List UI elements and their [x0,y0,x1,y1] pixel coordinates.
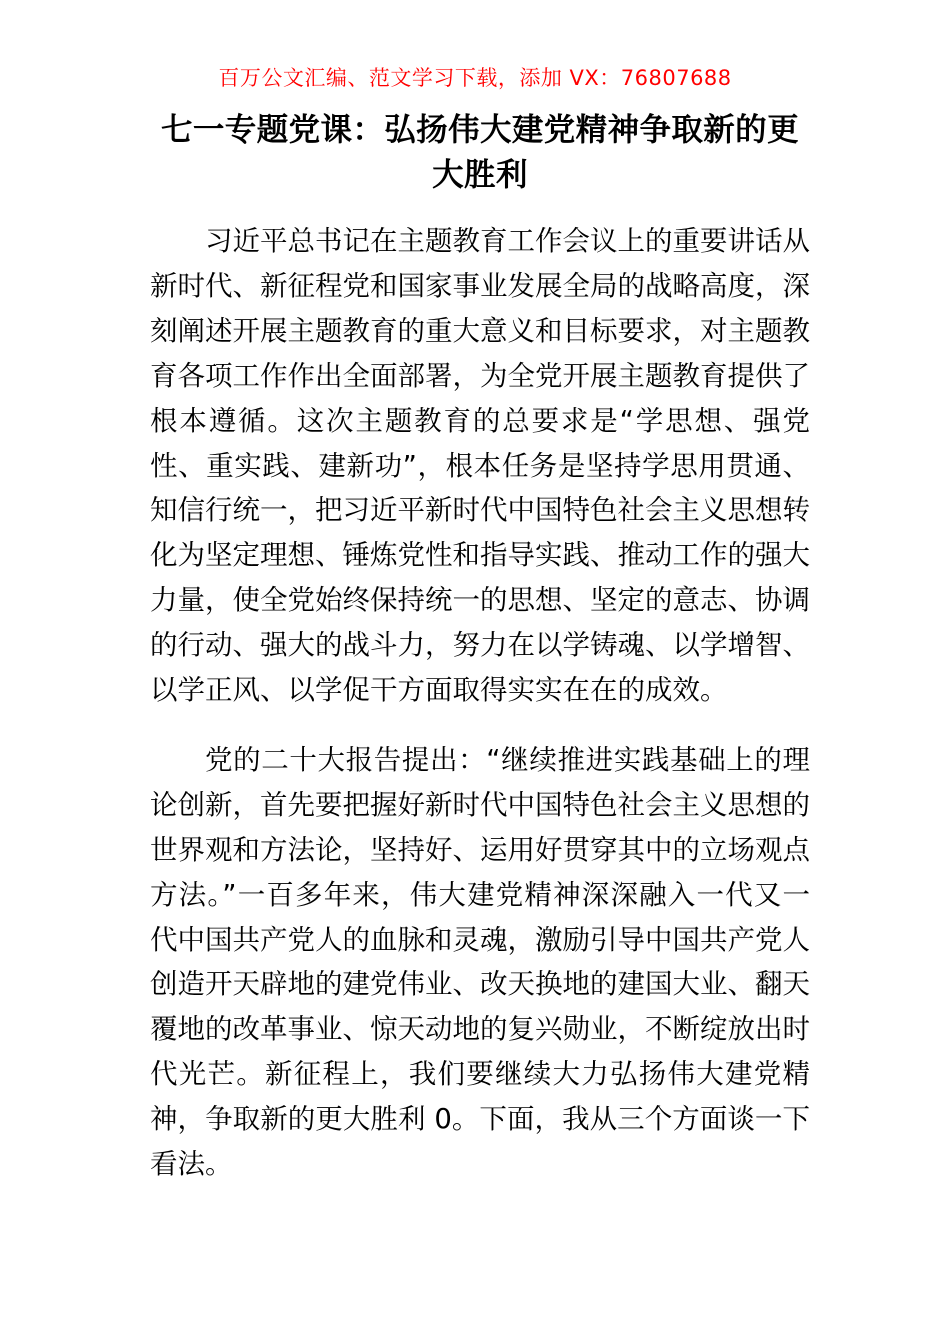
watermark-text: 百万公文汇编、范文学习下载，添加 VX：76807688 [218,66,732,90]
paragraph-2: 党的二十大报告提出：“继续推进实践基础上的理论创新，首先要把握好新时代中国特色社会主义思想的世界观和方法论，坚持好、运用好贯穿其中的立场观点方法。”一百多年来，伟大建党精神深深融入一代又一代中国共产党人的血脉和灵魂，激励引导中国共产党人创造开天辟地的建党伟业、改天换地的建国大业、翻天覆地的改革事业、惊天动地的复兴勋业，不断绽放出时代光芒。新征程上，我们要继续大力弘扬伟大建党精神，争取新的更大胜利 0。下面，我从三个方面谈一下看法。 [150,744,810,1180]
paragraph-1: 习近平总书记在主题教育工作会议上的重要讲话从新时代、新征程党和国家事业发展全局的战略高度，深刻阐述开展主题教育的重大意义和目标要求，对主题教育各项工作作出全面部署，为全党开展主题教育提供了根本遵循。这次主题教育的总要求是“学思想、强党性、重实践、建新功”，根本任务是坚持学思用贯通、知信行统一，把习近平新时代中国特色社会主义思想转化为坚定理想、锤炼党性和指导实践、推动工作的强大力量，使全党始终保持统一的思想、坚定的意志、协调的行动、强大的战斗力，努力在以学铸魂、以学增智、以学正风、以学促干方面取得实实在在的成效。 [150,225,810,706]
page-title: 七一专题党课：弘扬伟大建党精神争取新的更大胜利 [160,112,799,193]
